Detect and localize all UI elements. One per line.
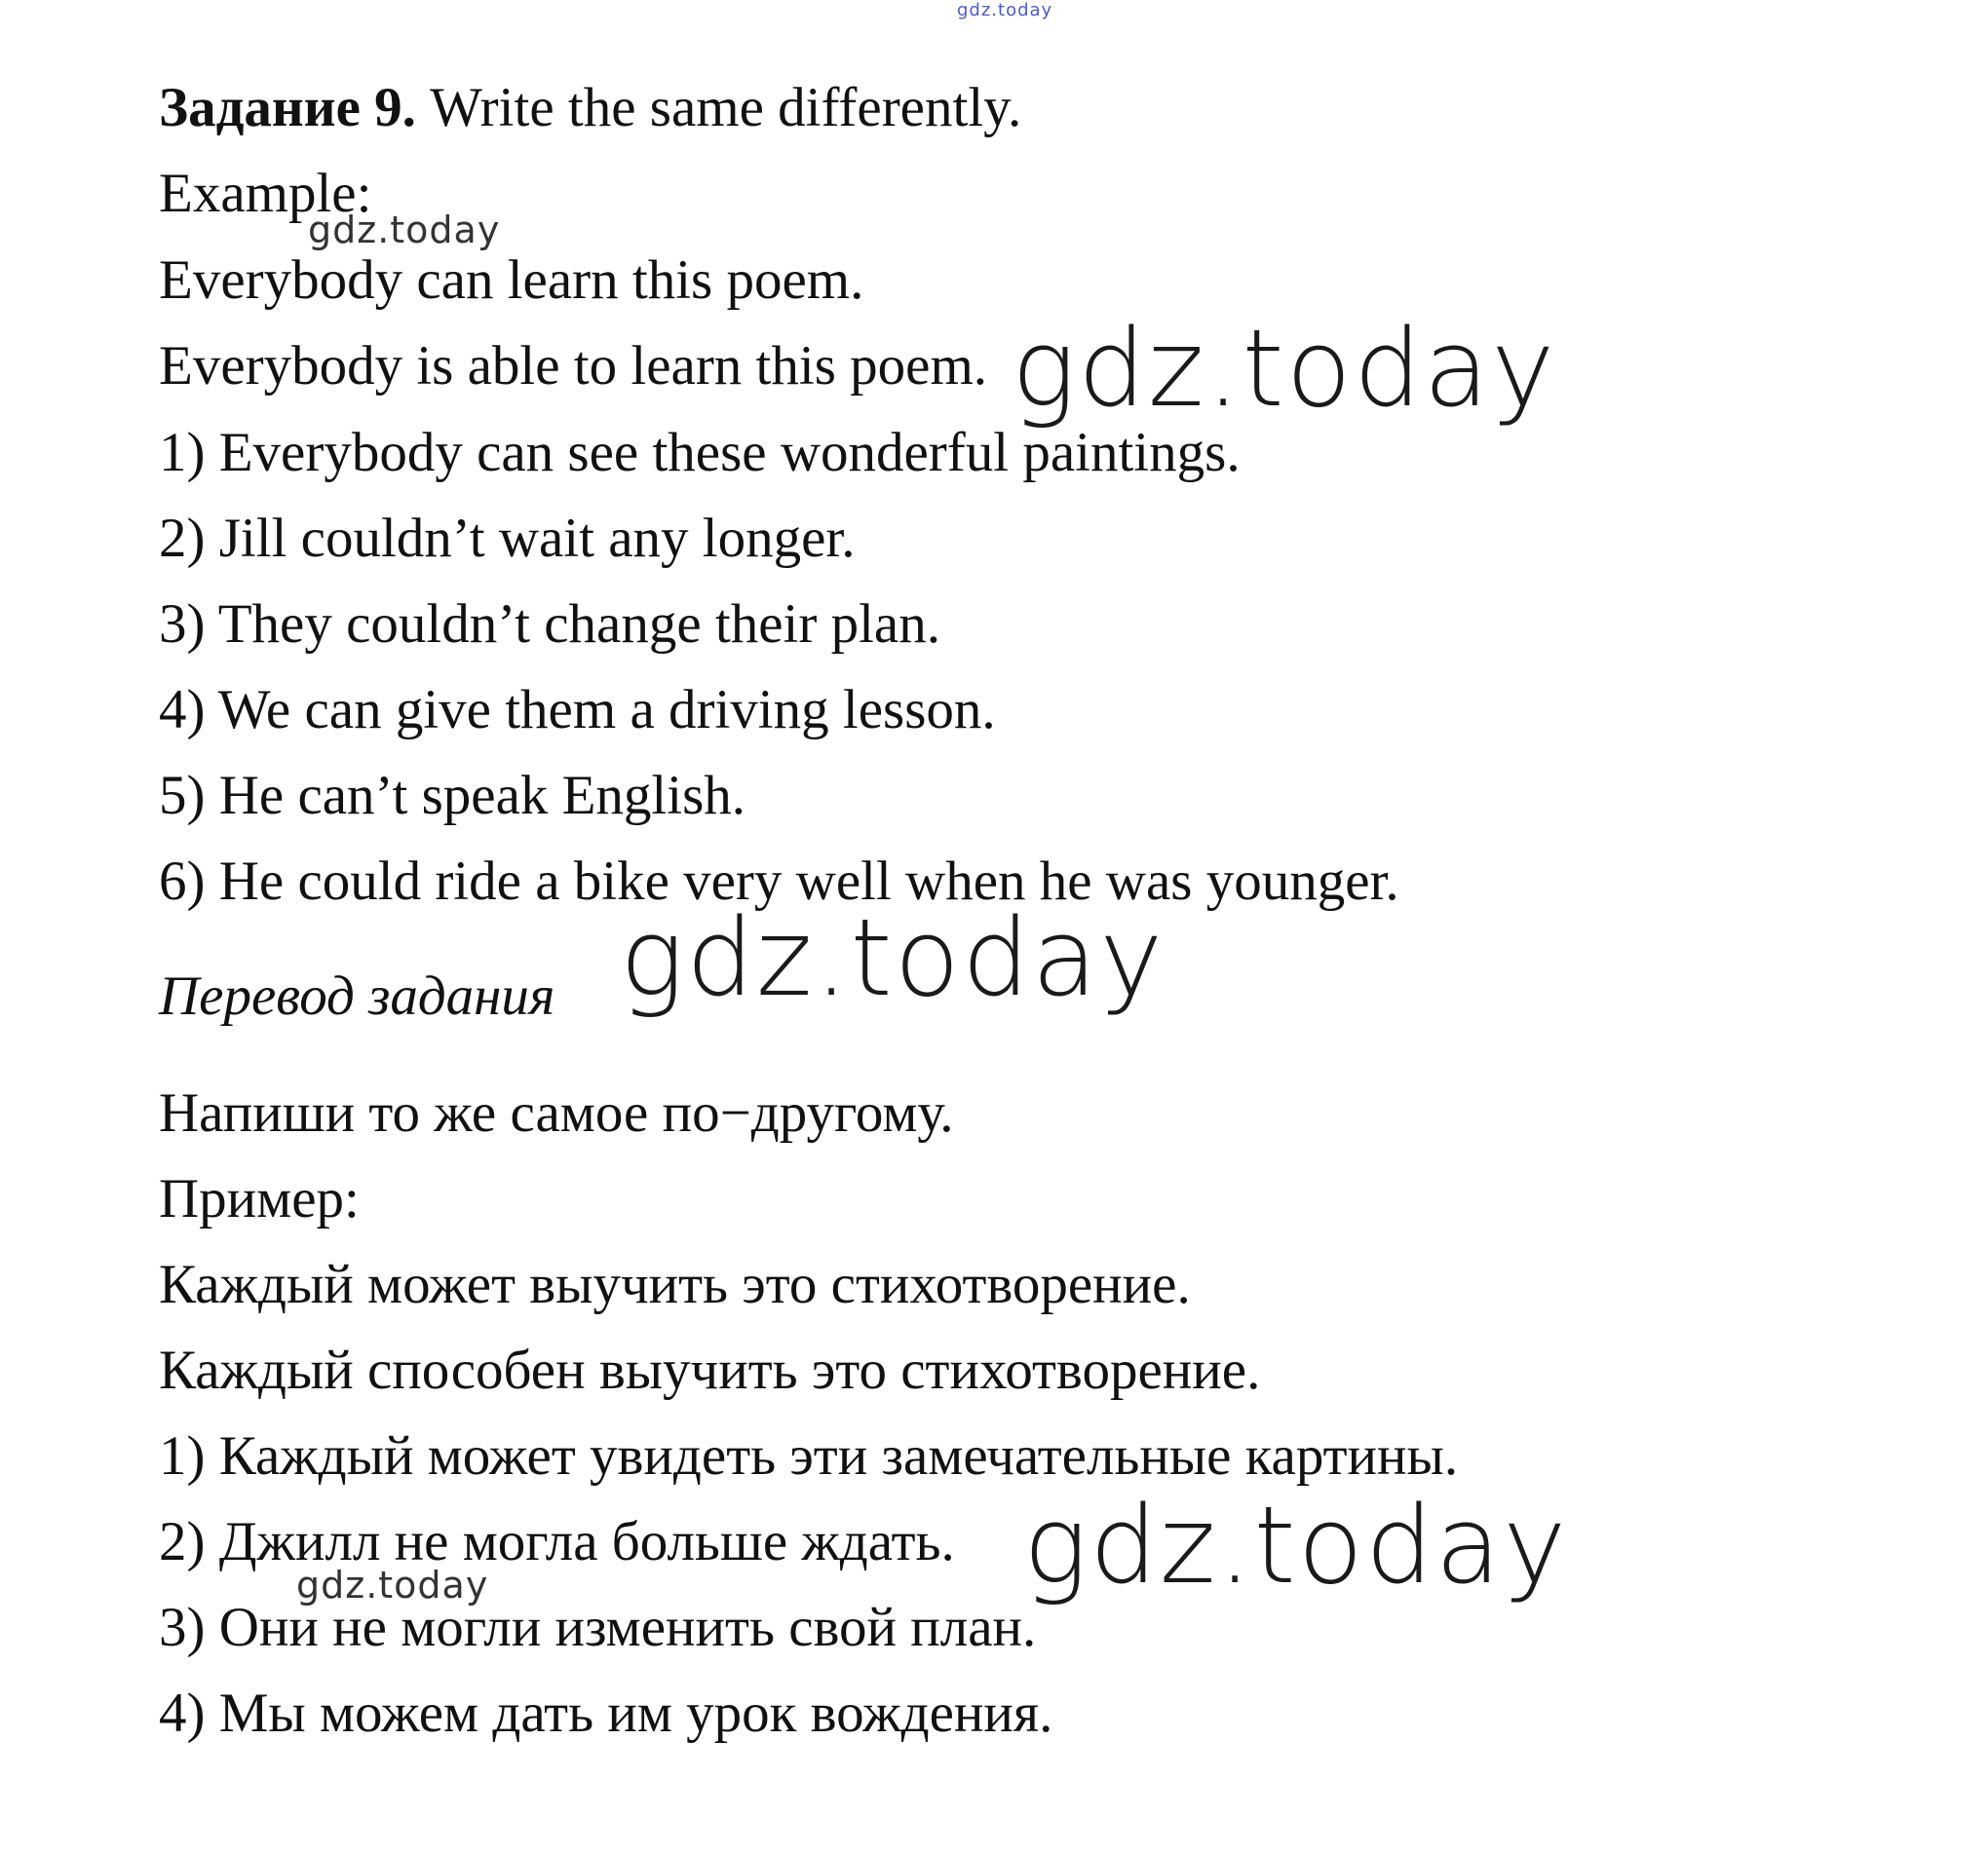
example-line-1: Everybody can learn this poem. bbox=[159, 249, 864, 311]
exercise-item-6: 6) He could ride a bike very well when he was younger. bbox=[159, 851, 1399, 912]
task-instruction: Write the same differently. bbox=[430, 77, 1022, 138]
task-title bbox=[159, 76, 1021, 140]
translation-item-3: 3) Они не могли изменить свой план. bbox=[159, 1597, 1037, 1658]
exercise-item-2: 2) Jill couldn’t wait any longer. bbox=[159, 508, 856, 569]
watermark-big-1: gdz.today bbox=[1012, 306, 1557, 431]
watermark-small-2: gdz.today bbox=[296, 1564, 489, 1607]
task-number: Задание 9. bbox=[159, 77, 416, 138]
translation-example-line-2: Каждый способен выучить это стихотворение. bbox=[159, 1340, 1261, 1401]
exercise-item-1: 1) Everybody can see these wonderful paintings. bbox=[159, 422, 1241, 483]
watermark-small-1: gdz.today bbox=[308, 208, 501, 251]
example-label: Example: bbox=[159, 163, 372, 224]
watermark-top: gdz.today bbox=[957, 0, 1053, 20]
watermark-big-2: gdz.today bbox=[620, 895, 1166, 1020]
translation-item-4: 4) Мы можем дать им урок вождения. bbox=[159, 1683, 1053, 1744]
exercise-item-3: 3) They couldn’t change their plan. bbox=[159, 593, 940, 655]
translation-item-2: 2) Джилл не могла больше ждать. bbox=[159, 1511, 955, 1572]
translation-instruction: Напиши то же самое по−другому. bbox=[159, 1082, 954, 1144]
exercise-item-4: 4) We can give them a driving lesson. bbox=[159, 679, 996, 740]
example-line-2: Everybody is able to learn this poem. bbox=[159, 335, 988, 397]
watermark-big-3: gdz.today bbox=[1023, 1483, 1569, 1608]
translation-example-line-1: Каждый может выучить это стихотворение. bbox=[159, 1254, 1191, 1315]
translation-example-label: Пример: bbox=[159, 1168, 360, 1230]
exercise-item-5: 5) He can’t speak English. bbox=[159, 765, 746, 826]
translation-heading: Перевод задания bbox=[159, 965, 555, 1027]
translation-item-1: 1) Каждый может увидеть эти замечательные картины. bbox=[159, 1425, 1459, 1487]
